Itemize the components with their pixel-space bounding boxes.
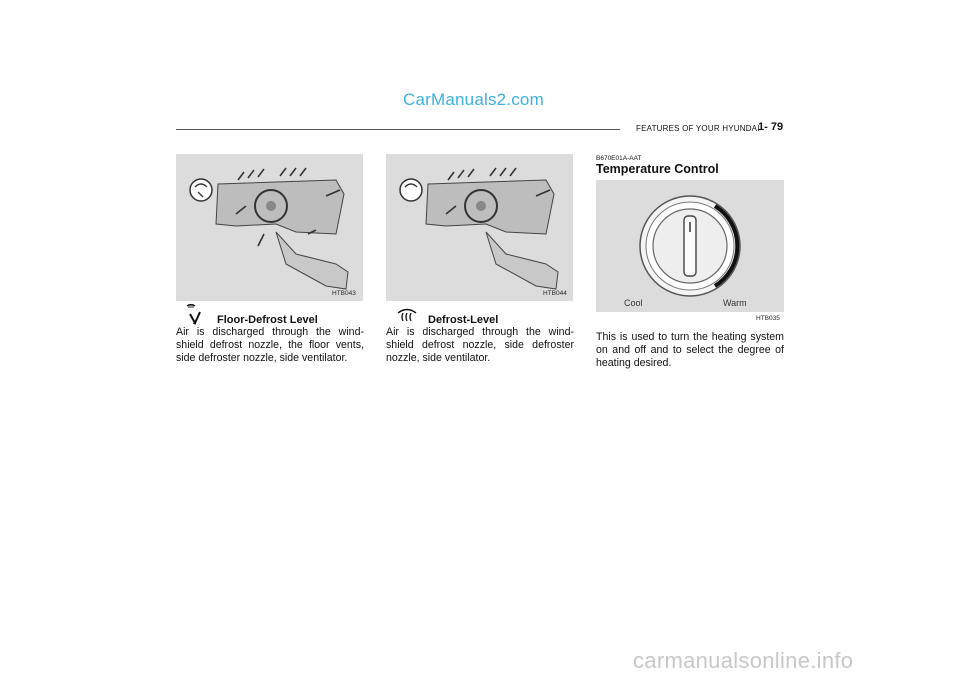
cool-label: Cool	[624, 298, 643, 308]
header-title: FEATURES OF YOUR HYUNDAI	[636, 124, 760, 133]
warm-label: Warm	[723, 298, 747, 308]
floor-defrost-figure	[176, 154, 363, 301]
defrost-icon	[396, 307, 418, 323]
page-number: 1- 79	[758, 121, 784, 133]
watermark-bottom: carmanualsonline.info	[633, 648, 854, 673]
header-rule	[176, 129, 620, 130]
temperature-dial	[596, 180, 784, 312]
floor-defrost-body: Air is discharged through the wind-shield defrost nozzle, the floor vents, side defroster nozzle, side ventilator.	[176, 326, 364, 364]
section-code: B670E01A-AAT	[596, 155, 642, 162]
temperature-control-body: This is used to turn the heating system on and off and to select the degree of heating desired.	[596, 331, 784, 369]
figure-code: HTB035	[756, 315, 780, 322]
figure-code: HTB044	[543, 290, 567, 297]
floor-defrost-icon	[184, 303, 204, 327]
defrost-figure	[386, 154, 573, 301]
dashboard-illustration	[386, 154, 573, 301]
watermark-top: CarManuals2.com	[403, 90, 544, 109]
floor-defrost-heading: Floor-Defrost Level	[217, 314, 318, 326]
section-title: Temperature Control	[596, 162, 719, 176]
temperature-dial-figure	[596, 180, 784, 312]
defrost-heading: Defrost-Level	[428, 314, 499, 326]
defrost-body: Air is discharged through the wind-shield defrost nozzle, side defroster nozzle, side ventilator.	[386, 326, 574, 364]
figure-code: HTB043	[332, 290, 356, 297]
dashboard-illustration	[176, 154, 363, 301]
